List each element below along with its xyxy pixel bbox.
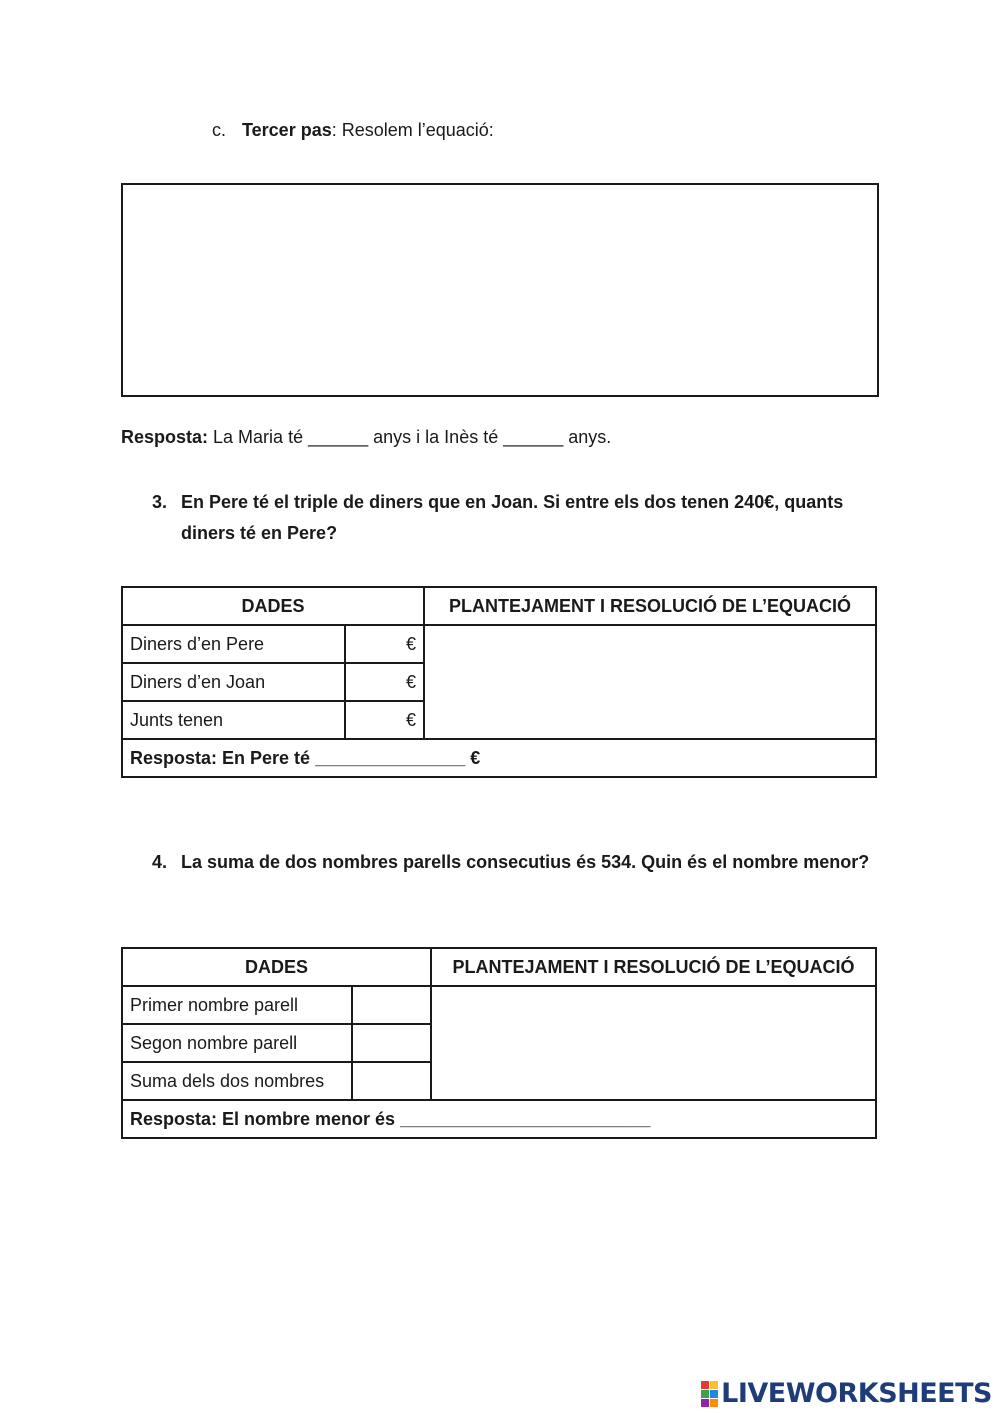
- row-value-cell[interactable]: [352, 986, 431, 1024]
- logo-square: [710, 1381, 718, 1389]
- row-label: Segon nombre parell: [122, 1024, 352, 1062]
- data-table-q3: [121, 586, 877, 778]
- question-number: 3.: [152, 492, 168, 512]
- step-text: : Resolem l’equació:: [331, 120, 494, 140]
- logo-square: [710, 1390, 718, 1398]
- head-data: DADES: [122, 948, 431, 986]
- head-data: DADES: [122, 587, 424, 625]
- response-row[interactable]: Resposta: El nombre menor és _________________________: [122, 1100, 876, 1138]
- question-text: En Pere té el triple de diners que en Joan. Si entre els dos tenen 240€, quants diners té en Pere?: [181, 492, 844, 543]
- question-3: [152, 487, 872, 549]
- question-text: La suma de dos nombres parells consecutius és 534. Quin és el nombre menor?: [181, 852, 870, 872]
- equation-answer-box[interactable]: [121, 183, 879, 397]
- row-value-cell[interactable]: [352, 1062, 431, 1100]
- logo-square: [710, 1399, 718, 1407]
- head-equation: PLANTEJAMENT I RESOLUCIÓ DE L’EQUACIÓ: [424, 587, 876, 625]
- step-letter: c.: [212, 120, 227, 140]
- answer-label: Resposta:: [121, 427, 209, 447]
- logo-square: [701, 1390, 709, 1398]
- data-table-q4: [121, 947, 877, 1139]
- answer-text: La Maria té ______ anys i la Inès té ______ anys.: [208, 427, 612, 447]
- row-label: Diners d’en Joan: [122, 663, 345, 701]
- liveworksheets-logo: [701, 1378, 992, 1409]
- row-value-cell[interactable]: €: [345, 663, 424, 701]
- logo-square: [701, 1381, 709, 1389]
- row-value-cell[interactable]: €: [345, 625, 424, 663]
- step-title: Tercer pas: [242, 120, 332, 140]
- equation-work-area[interactable]: [424, 625, 876, 739]
- step-c: [212, 120, 494, 141]
- question-4: [152, 847, 872, 878]
- equation-work-area[interactable]: [431, 986, 876, 1100]
- logo-square: [701, 1399, 709, 1407]
- row-value-cell[interactable]: €: [345, 701, 424, 739]
- row-label: Primer nombre parell: [122, 986, 352, 1024]
- logo-icon: [701, 1381, 718, 1407]
- row-label: Diners d’en Pere: [122, 625, 345, 663]
- row-label: Suma dels dos nombres: [122, 1062, 352, 1100]
- row-value-cell[interactable]: [352, 1024, 431, 1062]
- logo-text: LIVEWORKSHEETS: [721, 1378, 992, 1409]
- head-equation: PLANTEJAMENT I RESOLUCIÓ DE L’EQUACIÓ: [431, 948, 876, 986]
- question-number: 4.: [152, 852, 168, 872]
- response-row[interactable]: Resposta: En Pere té _______________ €: [122, 739, 876, 777]
- row-label: Junts tenen: [122, 701, 345, 739]
- answer-line-1: [121, 427, 611, 448]
